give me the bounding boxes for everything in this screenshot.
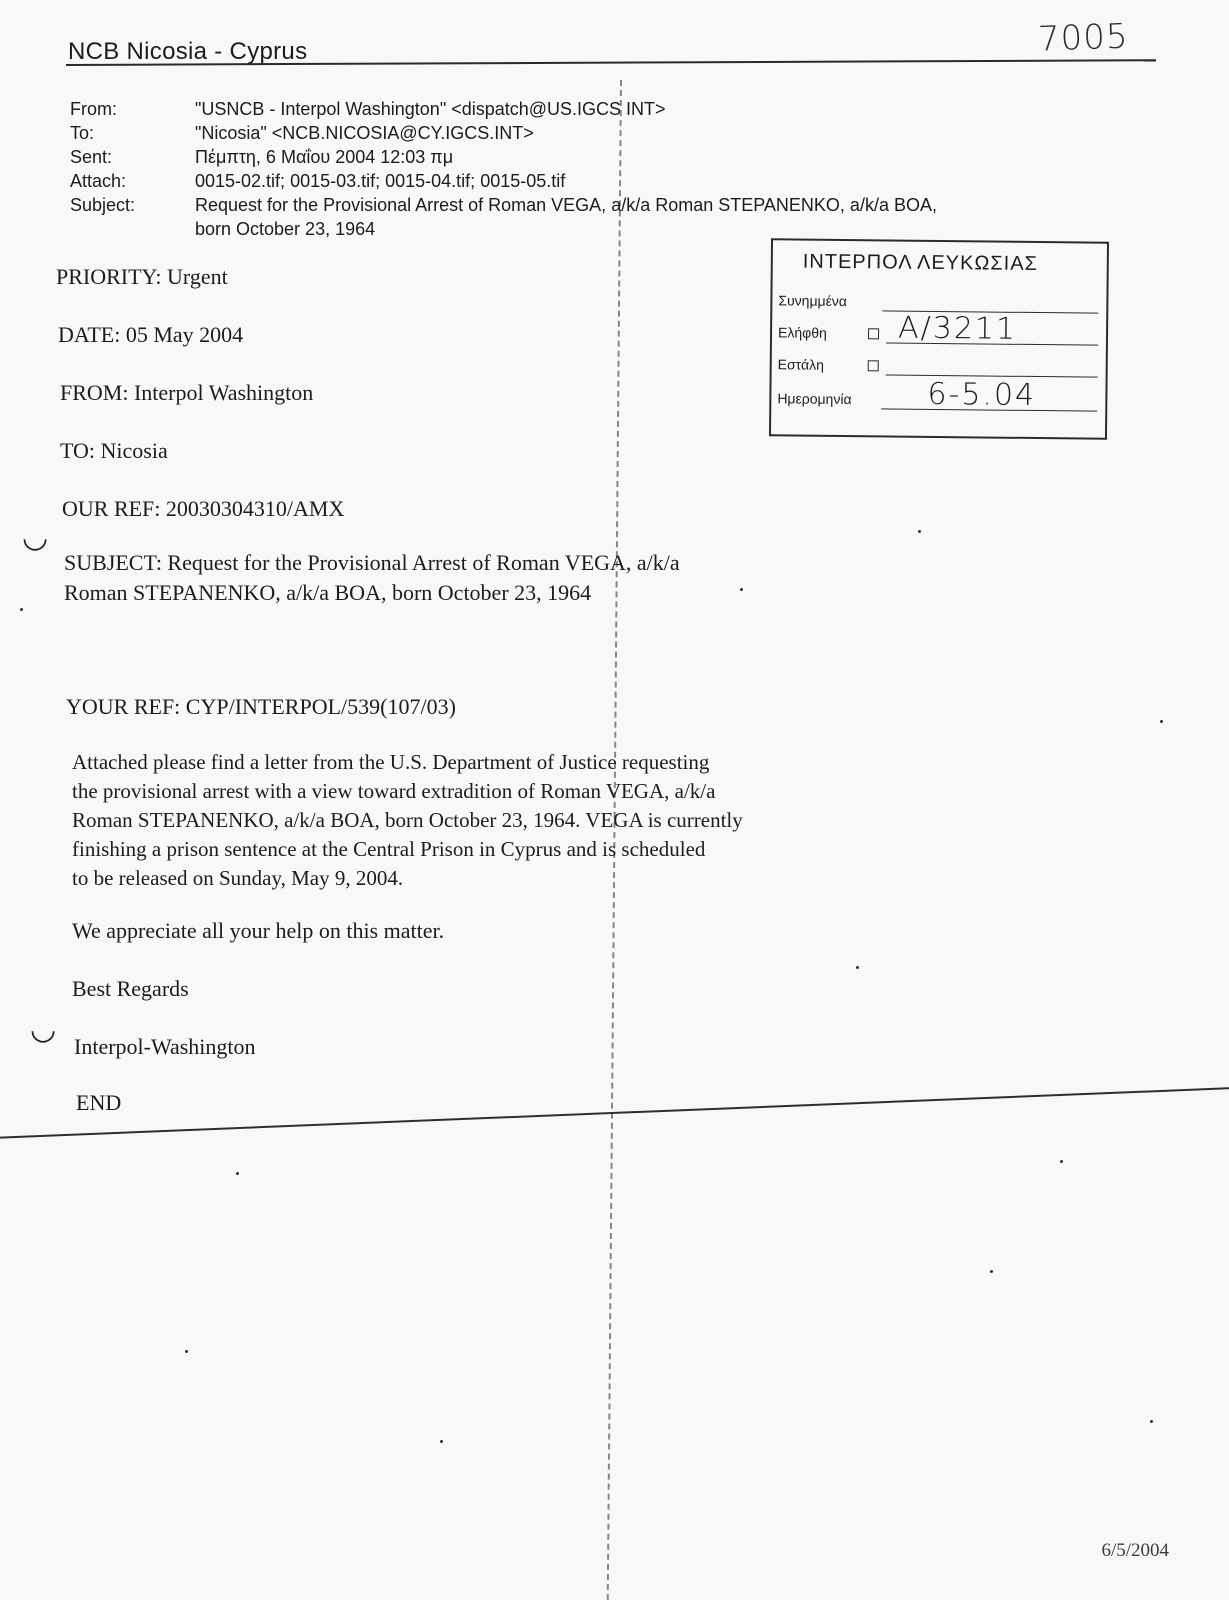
scan-speck: [990, 1270, 993, 1273]
check-mark-icon: ◡: [22, 520, 49, 555]
stamp-row-date: [777, 376, 1097, 414]
body-line: the provisional arrest with a view toward extradition of Roman VEGA, a/k/a: [72, 779, 716, 803]
email-subject-label: Subject:: [70, 195, 136, 215]
stamp-sent-label: Εστάλη: [777, 356, 825, 373]
email-attach-label: Attach:: [70, 171, 127, 191]
email-sent-value: Πέμπτη, 6 Μαΐου 2004 12:03 πμ: [195, 147, 454, 167]
body-line: Attached please find a letter from the U.S. Department of Justice requesting: [72, 750, 710, 774]
scan-speck: [236, 1172, 239, 1175]
scan-speck: [918, 530, 921, 533]
body-line: Roman STEPANENKO, a/k/a BOA, born October 23, 1964. VEGA is currently: [72, 808, 743, 832]
subject-field: [64, 548, 680, 608]
scan-speck: [1150, 1420, 1153, 1423]
email-subject-line-1: Request for the Provisional Arrest of Roman VEGA, a/k/a Roman STEPANENKO, a/k/a BOA,: [195, 195, 937, 215]
stamp-row-sent: [778, 346, 1098, 379]
stamp-attachments-label: Συνημμένα: [778, 292, 848, 310]
message-body: [72, 748, 972, 893]
scan-speck: [740, 588, 743, 591]
email-header-block: [70, 97, 1130, 241]
subject-line-2: Roman STEPANENKO, a/k/a BOA, born October 23, 1964: [64, 580, 592, 605]
scan-speck: [185, 1350, 188, 1353]
email-from-label: From:: [70, 99, 117, 119]
body-line: to be released on Sunday, May 9, 2004.: [72, 866, 404, 890]
scan-speck: [856, 966, 859, 969]
scan-speck: [20, 608, 23, 611]
email-to-row: [70, 121, 1130, 145]
stamp-date-label: Ημερομηνία: [777, 390, 852, 408]
scan-speck: [440, 1440, 443, 1443]
email-attach-value: 0015-02.tif; 0015-03.tif; 0015-04.tif; 0015-05.tif: [195, 171, 566, 191]
header-title: NCB Nicosia - Cyprus: [68, 38, 308, 65]
email-from-value: "USNCB - Interpol Washington" <dispatch@US.IGCS INT>: [195, 99, 666, 119]
handwritten-page-code: 7005: [1037, 16, 1130, 60]
your-ref-field: YOUR REF: CYP/INTERPOL/539(107/03): [66, 694, 456, 719]
date-field: DATE: 05 May 2004: [58, 322, 244, 347]
stamp-sent-checkbox: [868, 360, 879, 371]
email-subject-row: [70, 193, 1130, 241]
thanks-line: We appreciate all your help on this matter.: [72, 918, 445, 943]
stamp-row-received: [777, 310, 1098, 347]
email-from-row: [70, 97, 1130, 121]
signature-line: Interpol-Washington: [74, 1034, 256, 1059]
stamp-received-value: A/3211: [897, 310, 1018, 347]
email-subject-line-2: born October 23, 1964: [195, 219, 376, 239]
email-sent-label: Sent:: [70, 147, 113, 167]
stamp-title: ΙΝΤΕΡΠΟΛ ΛΕΥΚΩΣΙΑΣ: [802, 250, 1039, 276]
check-mark-icon: ◡: [30, 1012, 57, 1047]
our-ref-field: OUR REF: 20030304310/AMX: [62, 496, 345, 521]
regards-line: Best Regards: [72, 976, 189, 1001]
email-subject-value: [195, 193, 1130, 241]
to-field: TO: Nicosia: [60, 438, 168, 463]
scan-speck: [1160, 720, 1163, 723]
subject-line-1: SUBJECT: Request for the Provisional Arrest of Roman VEGA, a/k/a: [64, 550, 680, 575]
print-date: 6/5/2004: [1101, 1540, 1169, 1561]
stamp-date-value: 6-5.04: [927, 376, 1037, 414]
email-sent-row: [70, 145, 1130, 169]
registry-stamp: [769, 238, 1109, 440]
from-field: FROM: Interpol Washington: [60, 380, 314, 405]
body-line: finishing a prison sentence at the Central Prison in Cyprus and is scheduled: [72, 837, 706, 861]
end-line: END: [76, 1090, 122, 1115]
email-attach-row: [70, 169, 1130, 193]
priority-field: PRIORITY: Urgent: [56, 264, 228, 289]
stamp-received-checkbox: [868, 328, 879, 339]
stamp-received-label: Ελήφθη: [777, 324, 827, 341]
scan-speck: [1060, 1160, 1063, 1163]
email-to-label: To:: [70, 123, 95, 143]
bottom-divider-line: [0, 1086, 1229, 1139]
email-to-value: "Nicosia" <NCB.NICOSIA@CY.IGCS.INT>: [195, 123, 534, 143]
